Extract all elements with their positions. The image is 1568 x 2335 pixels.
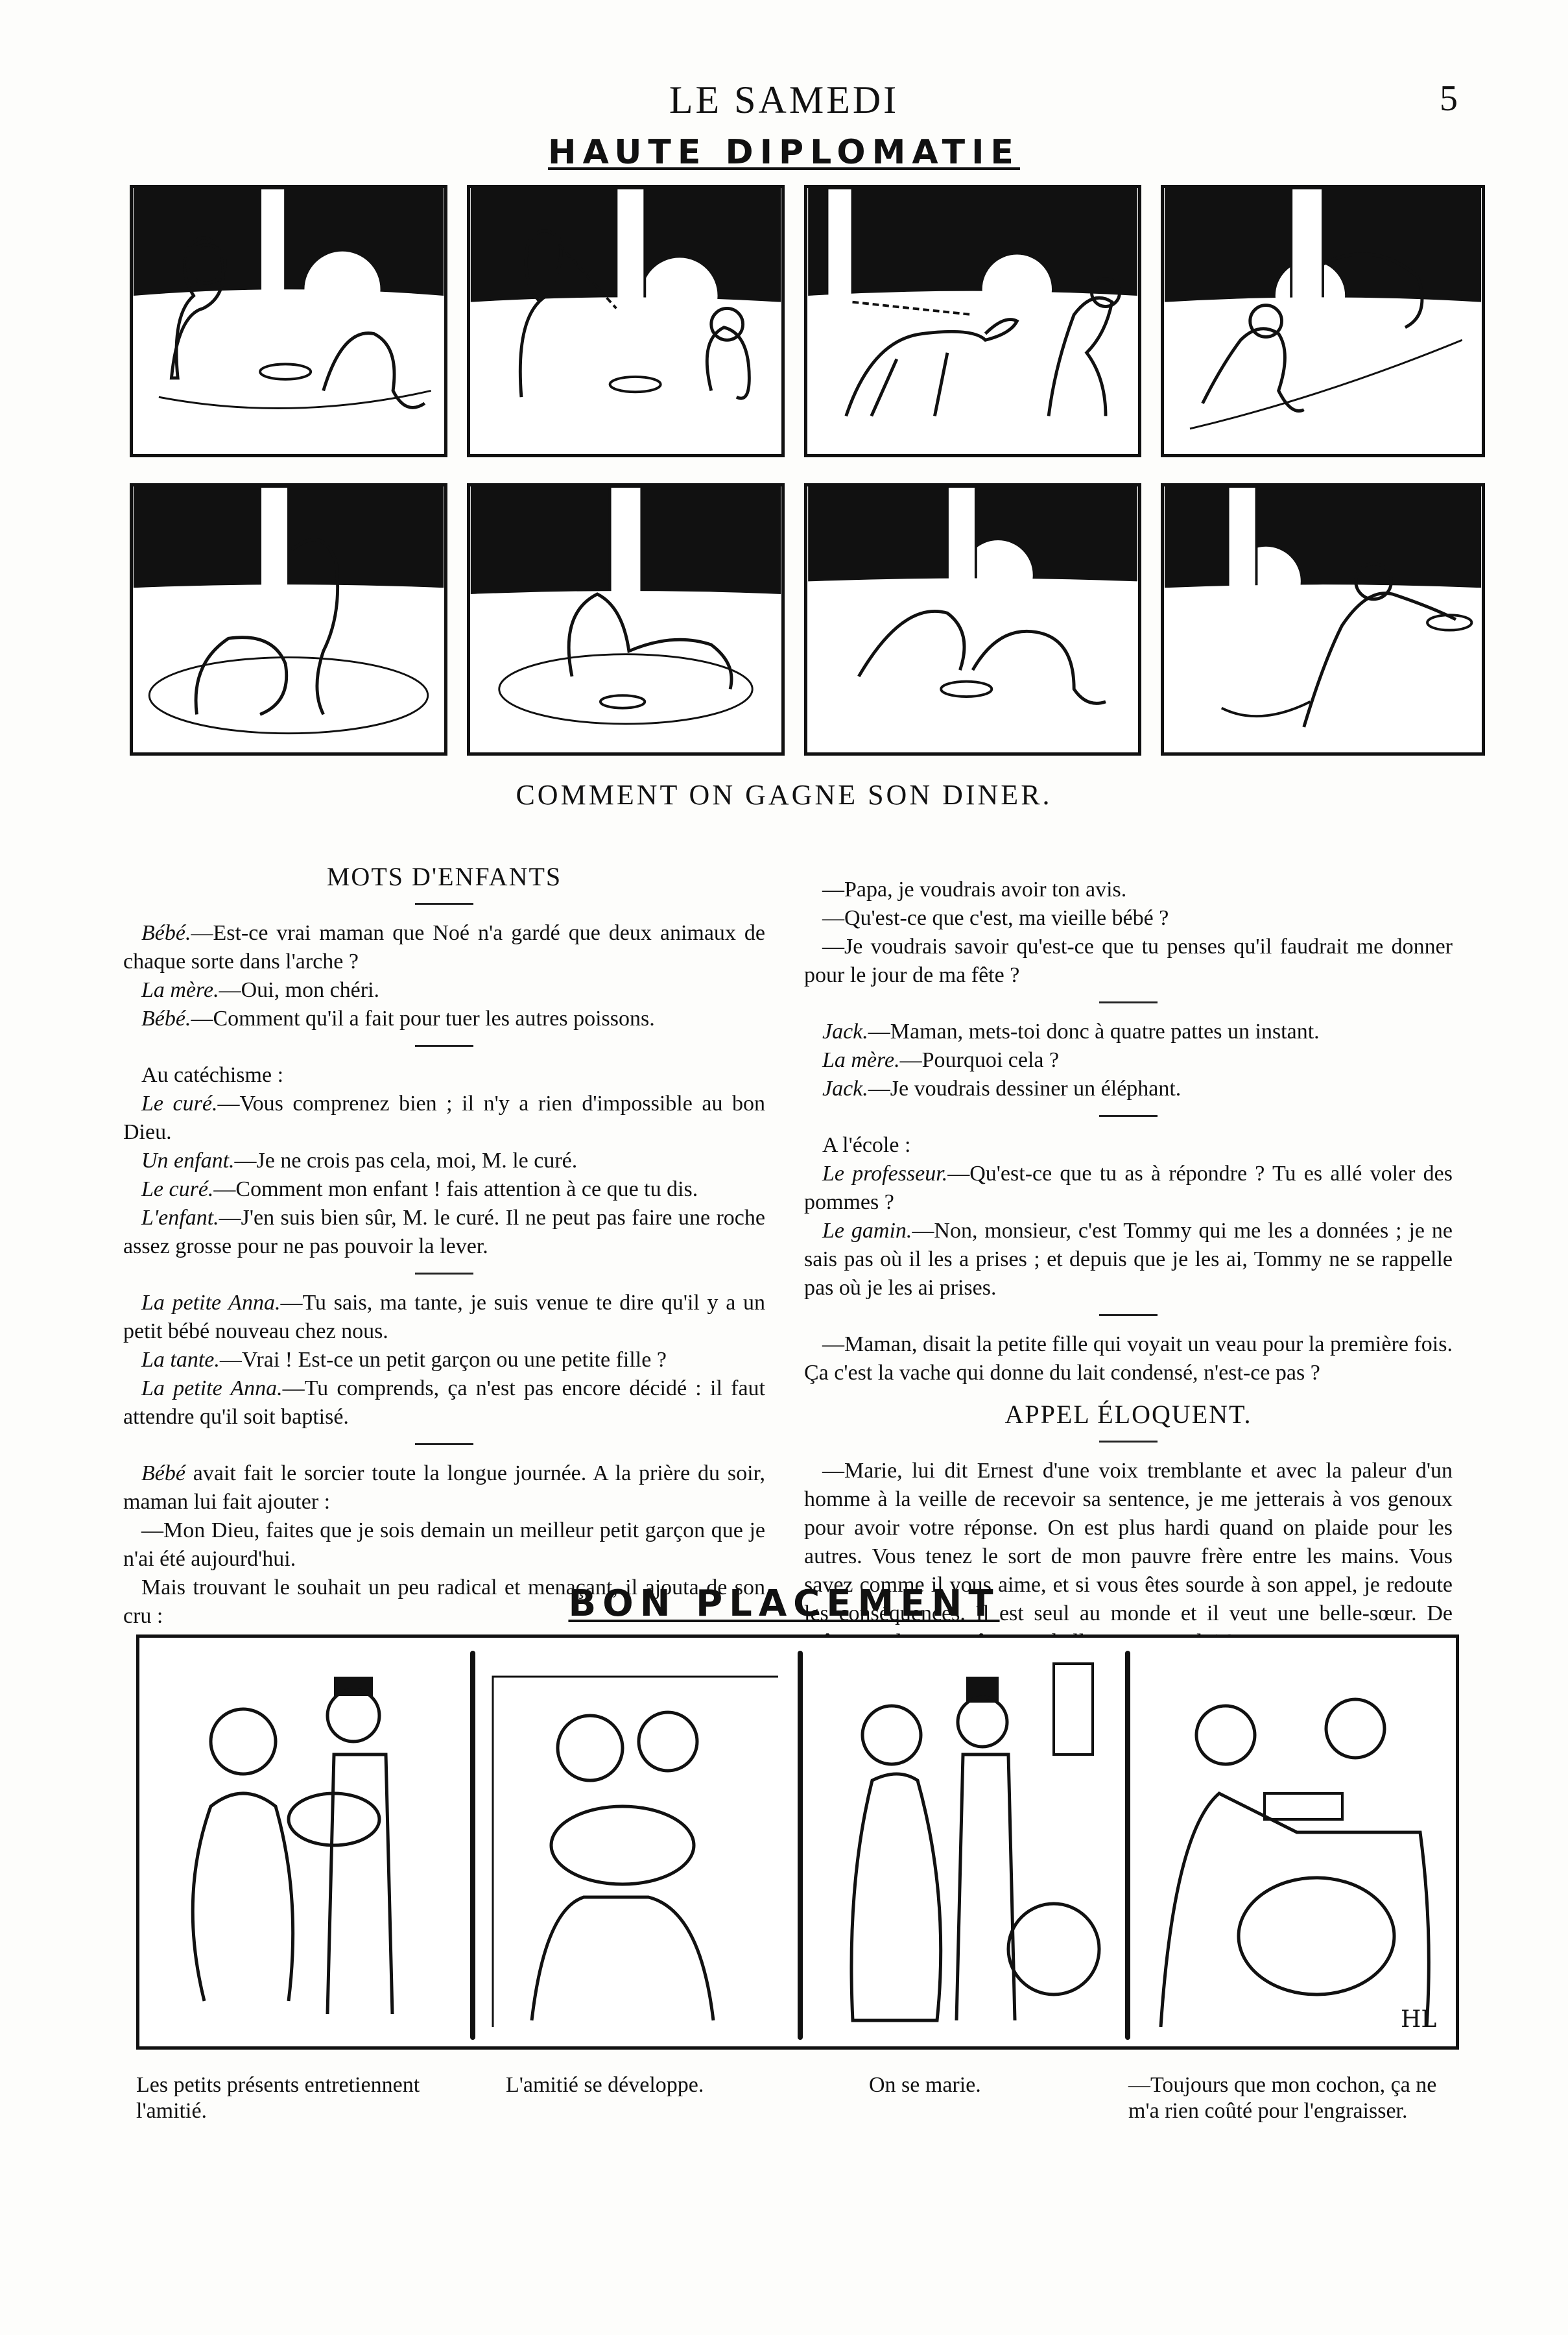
anecdote-8: —Maman, disait la petite fille qui voyait un veau pour la première fois. Ça c'est la vache qui donne du lait condensé, n'est-ce pas ? <box>804 1332 1453 1385</box>
panel-illustration <box>139 1638 464 2046</box>
dialogue-text: —Vrai ! Est-ce un petit garçon ou une petite fille ? <box>219 1348 667 1372</box>
anecdote-4 <box>123 1459 765 1659</box>
speaker-name: Le curé. <box>141 1177 214 1201</box>
dialogue-line <box>123 1090 765 1147</box>
comic2-caption-1: Les petits présents entretiennent l'amitié. <box>136 2073 420 2123</box>
divider <box>415 1443 473 1445</box>
speaker-name: L'enfant. <box>141 1206 219 1230</box>
comic-caption: COMMENT ON GAGNE SON DINER. <box>516 779 1052 811</box>
anecdote-3 <box>123 1289 765 1431</box>
dialogue-line <box>804 1075 1453 1103</box>
journal-title: LE SAMEDI <box>669 78 899 121</box>
panel-illustration <box>807 1638 1119 2046</box>
dialogue-line <box>123 1005 765 1033</box>
comic2-panel-3 <box>807 1638 1119 2046</box>
dialogue-line <box>123 1147 765 1175</box>
comic2-panel-2 <box>480 1638 791 2046</box>
column-left <box>123 863 765 1687</box>
speaker-name: Le gamin. <box>822 1219 912 1243</box>
panel-divider <box>1125 1651 1130 2040</box>
dialogue-text: —Mon Dieu, faites que je sois demain un meilleur petit garçon que je n'ai été aujourd'hui. <box>123 1518 765 1571</box>
speaker-name: Bébé. <box>141 921 191 945</box>
anecdote-6 <box>804 1018 1453 1103</box>
dialogue-line <box>804 1160 1453 1217</box>
dialogue-text: —Je voudrais dessiner un éléphant. <box>868 1077 1182 1101</box>
dialogue-text: —Tu sais, ma tante, je suis venue te dire qu'il y a un petit bébé nouveau chez nous. <box>123 1291 765 1343</box>
comic-panel-6 <box>467 483 785 756</box>
dialogue-text: —Vous comprenez bien ; il n'y a rien d'impossible au bon Dieu. <box>123 1092 765 1144</box>
dialogue-line <box>123 1374 765 1431</box>
comic2-caption-4: —Toujours que mon cochon, ça ne m'a rien coûté pour l'engraisser. <box>1128 2073 1437 2123</box>
panel-illustration <box>807 188 1138 454</box>
speaker-name: Jack. <box>822 1020 868 1044</box>
divider <box>415 903 473 905</box>
dialogue-line <box>123 1459 765 1516</box>
comic2-panel-4 <box>1135 1638 1456 2046</box>
speaker-name: Bébé. <box>141 1007 191 1031</box>
dialogue-text: Mais trouvant le souhait un peu radical et menaçant, il ajouta de son cru : <box>123 1575 765 1628</box>
panel-divider <box>470 1651 475 2040</box>
dialogue-text: —Oui, mon chéri. <box>219 978 380 1002</box>
dialogue-text: —Comment qu'il a fait pour tuer les autres poissons. <box>191 1007 655 1031</box>
page-header <box>0 78 1568 130</box>
dialogue-text: —Est-ce vrai maman que Noé n'a gardé que deux animaux de chaque sorte dans l'arche ? <box>123 921 765 974</box>
section-heading-mots-enfants: MOTS D'ENFANTS <box>326 862 562 891</box>
dialogue-line <box>123 1289 765 1346</box>
dialogue-line: —Papa, je voudrais avoir ton avis. <box>822 878 1127 902</box>
comic-panel-2 <box>467 185 785 457</box>
panel-illustration <box>133 188 444 454</box>
dialogue-line: —Qu'est-ce que c'est, ma vieille bébé ? <box>822 906 1169 930</box>
speaker-name: Le professeur. <box>822 1162 948 1186</box>
dialogue-line <box>123 1204 765 1261</box>
speaker-name: Jack. <box>822 1077 868 1101</box>
comic-panel-7 <box>804 483 1141 756</box>
column-right <box>804 876 1453 1657</box>
panel-illustration <box>1164 486 1482 752</box>
speaker-name: Bébé <box>141 1461 185 1485</box>
anecdote-2-intro: Au catéchisme : <box>141 1063 284 1087</box>
page-number: 5 <box>1440 78 1458 119</box>
dialogue-text: —Comment mon enfant ! fais attention à ce que tu dis. <box>213 1177 698 1201</box>
comic-strip-bon-placement <box>136 1634 1459 2050</box>
dialogue-line: —Je voudrais savoir qu'est-ce que tu penses qu'il faudrait me donner pour le jour de ma fête ? <box>804 935 1453 987</box>
dialogue-line <box>804 1046 1453 1075</box>
comic-title-haute-diplomatie: HAUTE DIPLOMATIE <box>548 133 1020 172</box>
comic-panel-8 <box>1161 483 1485 756</box>
appel-text: —Marie, lui dit Ernest d'une voix tremblante et avec la paleur d'un homme à la veille de recevoir sa sentence, je me jetterais à vos genoux pour avoir votre réponse. On est plus hardi quand on plaide pour les autres. Vous tenez le sort de mon pauvre frère entre les mains. Vous savez comme il vous aime, et si vous êtes sourde à son appel, je redoute les conséquences. Il est seul au monde et il veut une belle-sœur. De <box>804 1459 1453 1625</box>
panel-illustration <box>470 486 781 752</box>
panel-illustration <box>807 486 1138 752</box>
speaker-name: Un enfant. <box>141 1149 235 1173</box>
dialogue-line <box>123 976 765 1005</box>
artist-signature: HL <box>1401 2006 1437 2033</box>
panel-illustration <box>1135 1638 1456 2046</box>
dialogue-line <box>123 1346 765 1374</box>
comic-panel-1 <box>130 185 447 457</box>
anecdote-2 <box>123 1090 765 1261</box>
comic-panel-5 <box>130 483 447 756</box>
section-heading-appel: APPEL ÉLOQUENT. <box>1004 1400 1252 1429</box>
comic-panel-4 <box>1161 185 1485 457</box>
divider <box>415 1273 473 1275</box>
comic2-caption-3: On se marie. <box>869 2073 981 2097</box>
comic2-panel-1 <box>139 1638 464 2046</box>
panel-divider <box>798 1651 803 2040</box>
dialogue-text: —Qu'est-ce que tu as à répondre ? Tu es allé voler des pommes ? <box>804 1162 1453 1214</box>
divider <box>415 1045 473 1047</box>
panel-illustration <box>480 1638 791 2046</box>
dialogue-line <box>804 1018 1453 1046</box>
dialogue-text: —Tu comprends, ça n'est pas encore décidé : il faut attendre qu'il soit baptisé. <box>123 1376 765 1429</box>
dialogue-line <box>123 919 765 976</box>
divider <box>1099 1441 1158 1443</box>
anecdote-5 <box>804 876 1453 990</box>
dialogue-line <box>123 1516 765 1574</box>
speaker-name: Le curé. <box>141 1092 218 1116</box>
comic-title-bon-placement: BON PLACEMENT <box>568 1583 1000 1625</box>
comic2-caption-2: L'amitié se développe. <box>506 2073 704 2097</box>
comic-panel-3 <box>804 185 1141 457</box>
speaker-name: La mère. <box>141 978 219 1002</box>
dialogue-text: —Non, monsieur, c'est Tommy qui me les a données ; je ne sais pas où il les a prises ; et depuis que je les ai, Tommy ne se rappelle pas où je les ai prises. <box>804 1219 1453 1300</box>
speaker-name: La petite Anna. <box>141 1291 281 1315</box>
panel-illustration <box>470 188 781 454</box>
anecdote-7 <box>804 1160 1453 1302</box>
dialogue-line <box>123 1175 765 1204</box>
divider <box>1099 1314 1158 1316</box>
dialogue-text: —Je ne crois pas cela, moi, M. le curé. <box>234 1149 578 1173</box>
dialogue-line <box>804 1217 1453 1302</box>
divider <box>1099 1001 1158 1003</box>
speaker-name: La petite Anna. <box>141 1376 283 1400</box>
speaker-name: La mère. <box>822 1048 900 1072</box>
dialogue-text: —J'en suis bien sûr, M. le curé. Il ne peut pas faire une roche assez grosse pour ne pas pouvoir la lever. <box>123 1206 765 1258</box>
comic-strip-haute-diplomatie <box>130 185 1485 769</box>
divider <box>1099 1115 1158 1117</box>
dialogue-text: —Maman, mets-toi donc à quatre pattes un instant. <box>868 1020 1320 1044</box>
dialogue-text: avait fait le sorcier toute la longue journée. A la prière du soir, maman lui fait ajouter : <box>123 1461 765 1514</box>
panel-illustration <box>133 486 444 752</box>
dialogue-text: —Pourquoi cela ? <box>899 1048 1060 1072</box>
anecdote-7-intro: A l'école : <box>822 1133 911 1157</box>
anecdote-1 <box>123 919 765 1033</box>
speaker-name: La tante. <box>141 1348 220 1372</box>
panel-illustration <box>1164 188 1482 454</box>
